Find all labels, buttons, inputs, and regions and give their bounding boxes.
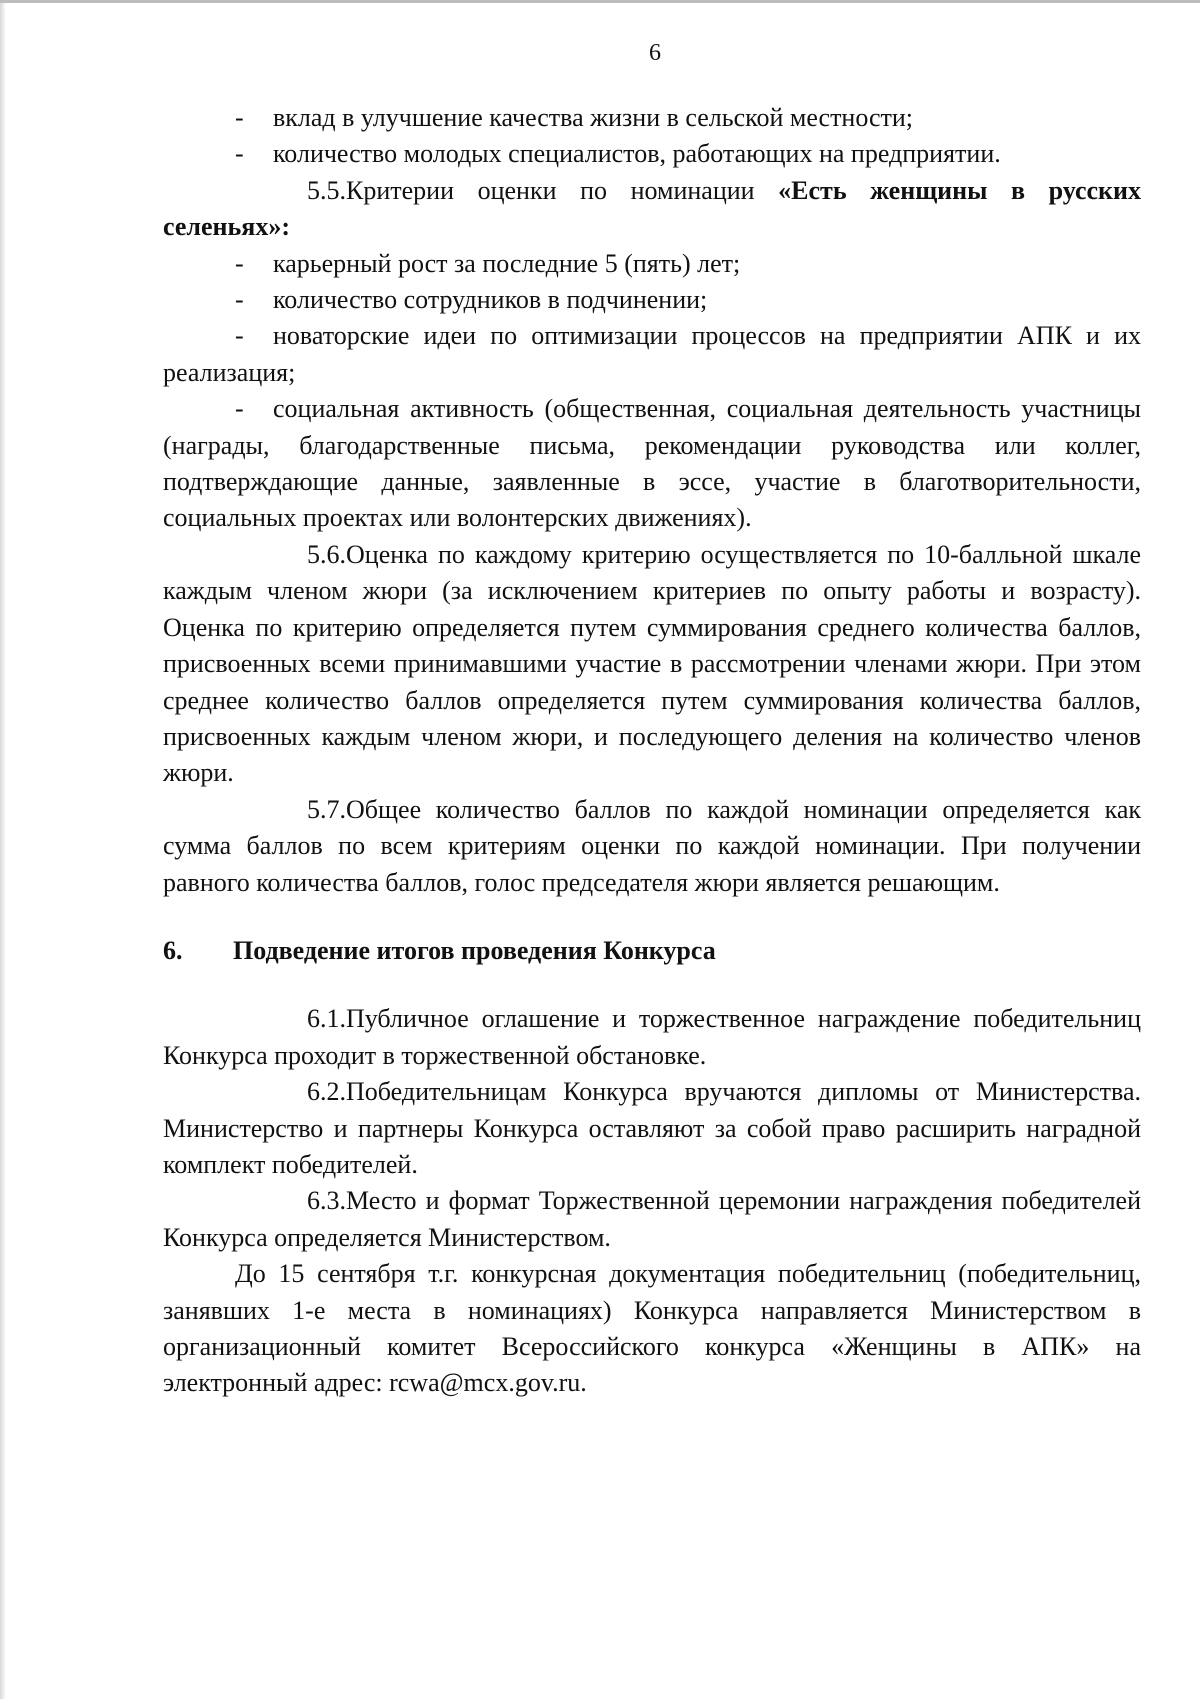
list-item-text: социальная активность (общественная, социальная деятельность участницы (награды, благодарственные письма, рекомендации руководства или коллег, подтверждающие данные, заявленные в эссе, участие в благотворительности, социальных проектах или волонтерских движениях). (163, 394, 1141, 533)
clause-5-6 (163, 537, 1141, 792)
list-item-text: вклад в улучшение качества жизни в сельской местности; (273, 103, 914, 132)
clause-number: 5.6. (307, 539, 346, 569)
clause-text: Публичное оглашение и торжественное награждение победительниц Конкурса проходит в торжественной обстановке. (163, 1004, 1141, 1070)
section-title: Подведение итогов проведения Конкурса (233, 935, 716, 965)
section-number: 6. (163, 935, 183, 965)
clause-text: Критерии оценки по номинации (346, 175, 779, 205)
section-heading (163, 933, 1141, 969)
clause-text: Победительницам Конкурса вручаются дипломы от Министерства. Министерство и партнеры Конкурса оставляют за собой право расширить наградной комплект победителей. (163, 1077, 1141, 1179)
dash-marker: - (235, 139, 244, 169)
paragraph-text: До 15 сентября т.г. конкурсная документация победительниц (победительниц, занявших 1-е места в номинациях) Конкурса направляется Министерством в организационный комитет Всероссийского конкурса «Женщины в АПК» на электронный адрес: rcwa@mcx.gov.ru. (163, 1259, 1141, 1398)
clause-number: 6.1. (307, 1004, 346, 1034)
clause-6-2 (163, 1074, 1141, 1183)
clause-6-1 (163, 1001, 1141, 1074)
dash-marker: - (235, 394, 244, 424)
dash-marker: - (235, 321, 244, 351)
list-item (163, 318, 1141, 391)
list-item-text: карьерный рост за последние 5 (пять) лет; (273, 248, 741, 278)
clause-6-3 (163, 1183, 1141, 1256)
list-item (163, 246, 1141, 282)
scan-edge-left (0, 0, 6, 1699)
clause-number: 5.5. (307, 175, 346, 205)
nomination-title: «Есть женщины в русских селеньях»: (163, 175, 1141, 242)
final-paragraph (163, 1256, 1141, 1402)
document-body (163, 100, 1141, 1402)
dash-marker: - (235, 103, 244, 132)
scan-edge-top (0, 0, 1200, 3)
list-item (163, 136, 1141, 172)
clause-text: Место и формат Торжественной церемонии награждения победителей Конкурса определяется Министерством. (163, 1186, 1141, 1252)
dash-marker: - (235, 285, 244, 315)
list-item-text: новаторские идеи по оптимизации процессов на предприятии АПК и их реализация; (163, 321, 1141, 387)
clause-5-7 (163, 792, 1141, 901)
clause-5-5 (163, 173, 1141, 246)
list-item (163, 282, 1141, 318)
clause-number: 5.7. (307, 794, 346, 824)
list-item (163, 100, 1141, 136)
list-item-text: количество молодых специалистов, работающих на предприятии. (273, 139, 1001, 169)
page-number: 6 (649, 40, 661, 66)
clause-text: Оценка по каждому критерию осуществляется по 10-балльной шкале каждым членом жюри (за исключением критериев по опыту работы и возрасту). Оценка по критерию определяется путем суммирования среднего количества баллов, присвоенных всеми принимавшими участие в рассмотрении членами жюри. При этом среднее количество баллов определяется путем суммирования количества баллов, присвоенных каждым членом жюри, и последующего деления на количество членов жюри. (163, 539, 1141, 788)
dash-marker: - (235, 248, 244, 278)
clause-number: 6.2. (307, 1077, 346, 1107)
list-item (163, 391, 1141, 537)
clause-text: Общее количество баллов по каждой номинации определяется как сумма баллов по всем критериям оценки по каждой номинации. При получении равного количества баллов, голос председателя жюри является решающим. (163, 794, 1141, 897)
list-item-text: количество сотрудников в подчинении; (273, 285, 708, 315)
clause-number: 6.3. (307, 1186, 346, 1216)
